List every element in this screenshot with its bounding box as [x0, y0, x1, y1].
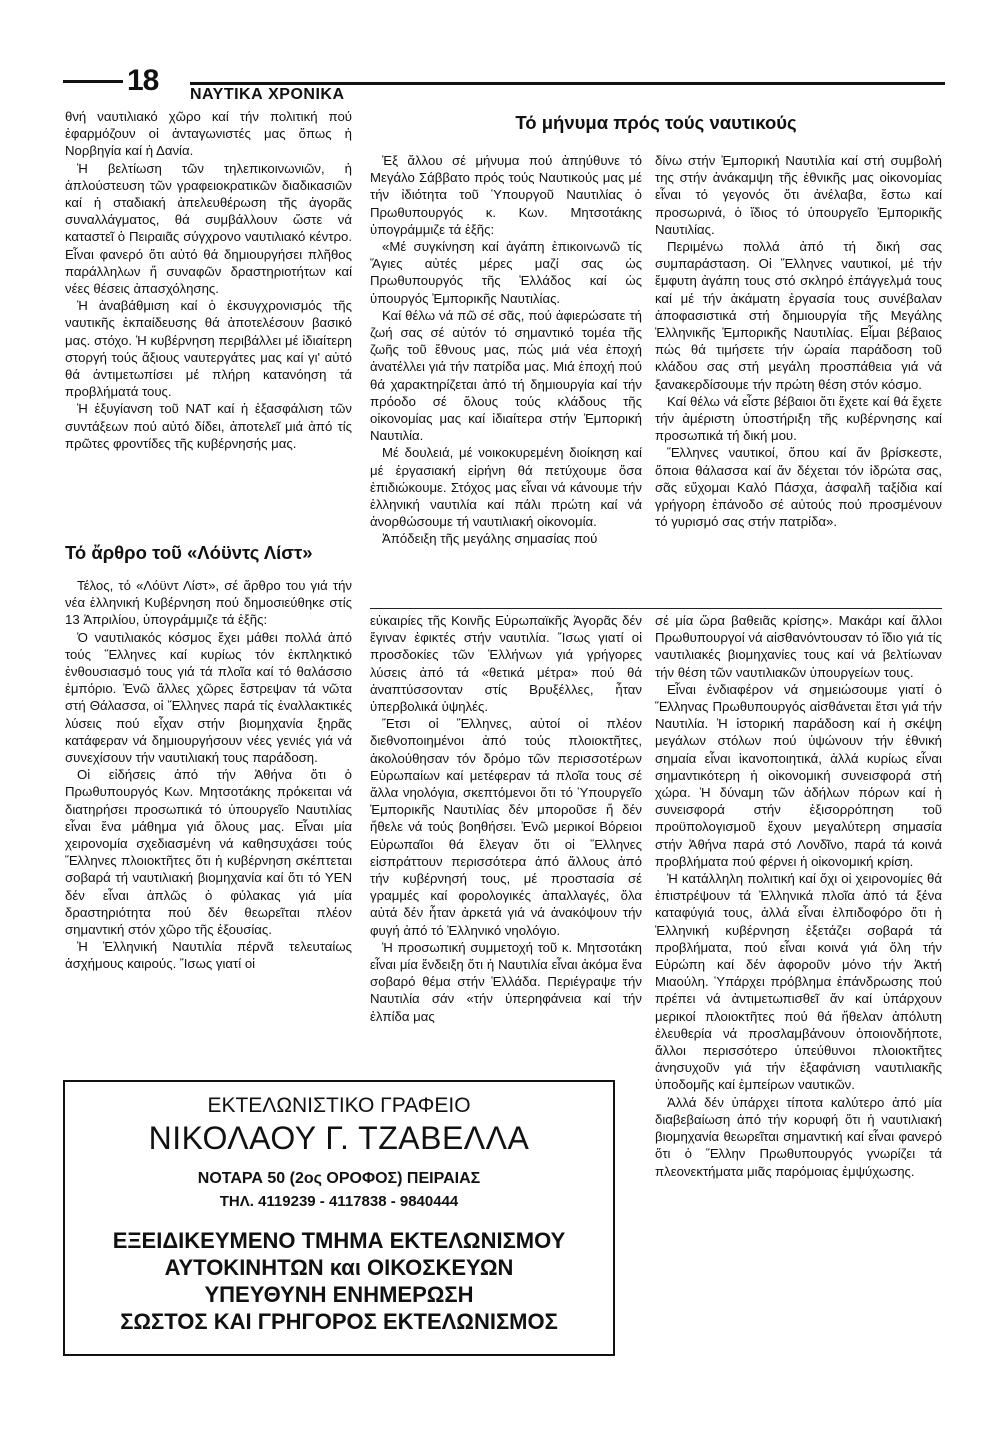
paragraph: Περιμένω πολλά ἀπό τή δική σας συμπαράσταση. Οἱ Ἕλληνες ναυτικοί, μέ τήν ἔμφυτη ἀγάπη τους στό σκληρό ἐπάγγελμά τους καί μέ τήν ἀκάματη ἐργασία τους συνέβαλαν ἀποφασιστικά στή δημιουργία τῆς Μεγάλης Ἑλληνικῆς Ἐμπορικῆς Ναυτιλίας. Εἶμαι βέβαιος πώς θά τιμήσετε τήν ὡραία παράδοση τοῦ κλάδου σας στή μεγάλη προσπάθεια γιά νά ξανακερδίσουμε τήν πρώτη θέση στόν κόσμο.	[655, 239, 942, 392]
paragraph: Ἡ ἐξυγίανση τοῦ ΝΑΤ καί ἡ ἐξασφάλιση τῶν συντάξεων πού αὐτό δίδει, ἀποτελεῖ μιά ἀπό τίς πρῶτες φροντίδες τῆς κυβέρνησής μας.	[65, 401, 352, 451]
paragraph: σέ μία ὥρα βαθειᾶς κρίσης». Μακάρι καί ἄλλοι Πρωθυπουργοί νά αἰσθανόντουσαν τό ἴδιο γιά τίς ναυτιλιακές βιομηχανίες τους καί νά βελτίωναν τήν θέση τῶν ναυτιλιακῶν ὑπουργείων τους.	[655, 613, 942, 680]
article-heading-lloyds-list: Τό ἄρθρο τοῦ «Λόϋντς Λίστ»	[65, 542, 313, 563]
ad-service-line: ΑΥΤΟΚΙΝΗΤΩΝ και ΟΙΚΟΣΚΕΥΩΝ	[164, 1255, 514, 1280]
ad-phone: ΤΗΛ. 4119239 - 4117838 - 9840444	[219, 1193, 459, 1210]
paragraph: Ἡ βελτίωση τῶν τηλεπικοινωνιῶν, ἡ ἀπλούστευση τῶν γραφειοκρατικῶν διαδικασιῶν καί ἡ σταδιακή ἀπελευθέρωση τῆς ἀγορᾶς συναλλάγματος, θά συμβάλλουν ὥστε νά καταστεῖ ὁ Πειραιᾶς σύγχρονο ναυτιλιακό κέντρο. Εἶναι φανερό ὅτι αὐτό θά δημιουργήσει πλῆθος παράλληλων ἤ συναφῶν δραστηριοτήτων καί νέες θέσεις ἀπασχόλησης.	[65, 160, 352, 297]
paragraph: Ἀλλά δέν ὑπάρχει τίποτα καλύτερο ἀπό μία διαβεβαίωση ἀπό τήν κορυφή ὅτι ἡ ναυτιλιακή βιομηχανία θεωρεῖται σημαντική καί εἶναι φανερό ὅτι ὁ Ἕλλην Πρωθυπουργός γνωρίζει τά πλεονεκτήματα μιᾶς παρόμοιας ἐμψύχωσης.	[655, 1094, 942, 1179]
ad-service-line: ΕΞΕΙΔΙΚΕΥΜΕΝΟ ΤΜΗΜΑ ΕΚΤΕΛΩΝΙΣΜΟΥ	[112, 1228, 566, 1253]
paragraph: Καί θέλω νά εἶστε βέβαιοι ὅτι ἔχετε καί θά ἔχετε τήν ἀμέριστη ὑποστήριξη τῆς κυβέρνησης καί προσωπικά τή δική μου.	[655, 393, 942, 444]
paragraph: Ἡ προσωπική συμμετοχή τοῦ κ. Μητσοτάκη εἶναι μία ἔνδειξη ὅτι ἡ Ναυτιλία εἶναι ἀκόμα ἕνα σοβαρό θέμα στήν Ἑλλάδα. Περιέγραψε τήν Ναυτιλία σάν «τήν ὑπερηφάνεια καί τήν ἐλπίδα μας	[370, 939, 642, 1024]
paragraph: θνή ναυτιλιακό χῶρο καί τήν πολιτική πού ἐφαρμόζουν οἱ ἀνταγωνιστές μας ὅπως ἡ Νορβηγία καί ἡ Δανία.	[65, 109, 352, 159]
article-heading-message: Τό μήνυμα πρός τούς ναυτικούς	[515, 112, 797, 133]
page-number: 18	[127, 64, 159, 97]
paragraph: Ἡ ἀναβάθμιση καί ὁ ἐκσυγχρονισμός τῆς ναυτικῆς ἐκπαίδευσης θά ἀποτελέσουν βασικό μας. στόχο. Ἡ κυβέρνηση περιβάλλει μέ ἰδιαίτερη στοργή τούς ἄξιους ναυτεργάτες μας καί γι' αὐτό θά ἀντιμετωπίσει μέ πλήρη κατανόηση τά προβλήματά τους.	[65, 298, 352, 400]
customs-office-advertisement	[63, 1080, 615, 1356]
paragraph: Ὁ ναυτιλιακός κόσμος ἔχει μάθει πολλά ἀπό τούς Ἕλληνες καί κυρίως τόν ἐκπληκτικό ἐνθουσιασμό τους γιά τά πλοῖα καί τό θαλάσσιο ἐμπόριο. Ἐνῶ ἄλλες χῶρες ἔστρεψαν τά νῶτα στή Θάλασσα, οἱ Ἕλληνες παρά τίς ἐναλλακτικές λύσεις πού εἶχαν στήν βιομηχανία ξηρᾶς κατάφεραν νά δημιουργήσουν νέες γενιές γιά νά συνεχίσουν τήν ναυτιλιακή τους παράδοση.	[65, 629, 352, 766]
left-column-bottom	[65, 577, 352, 973]
paragraph: Ἐξ ἄλλου σέ μήνυμα πού ἀπηύθυνε τό Μεγάλο Σάββατο πρός τούς Ναυτικούς μας μέ τήν ἰδιότητα τοῦ Ὑπουργοῦ Ναυτιλίας ὁ Πρωθυπουργός κ. Κων. Μητσοτάκης ὑπογράμμιζε τά ἑξῆς:	[370, 153, 642, 237]
paragraph: Τέλος, τό «Λόϋντ Λίστ», σέ ἄρθρο του γιά τήν νέα ἑλληνική Κυβέρνηση πού δημοσιεύθηκε στίς 13 Ἀπριλίου, ὑπογράμμιζε τά ἑξῆς:	[65, 578, 352, 628]
paragraph: Οἱ εἰδήσεις ἀπό τήν Ἀθήνα ὅτι ὁ Πρωθυπουργός Κων. Μητσοτάκης πρόκειται νά διατηρήσει προσωπικά τό ὑπουργεῖο Ναυτιλίας εἶναι ἕνα μάθημα γιά ὅλους μας. Εἶναι μία χειρονομία σχεδιασμένη νά καθησυχάσει τούς Ἕλληνες πλοιοκτῆτες ὅτι ἡ κυβέρνηση σκέπτεται σοβαρά τή ναυτιλιακή βιομηχανία καί ὅτι τό ΥΕΝ δέν εἶναι ἁπλῶς ὁ φύλακας γιά μία δραστηριότητα πού δέν θεωρεῖται πλέον σημαντική στόν χῶρο τῆς ἐξουσίας.	[65, 767, 352, 938]
middle-column-bottom	[370, 612, 642, 1025]
paragraph: Ἀπόδειξη τῆς μεγάλης σημασίας πού	[382, 531, 598, 547]
right-column-bottom	[655, 612, 942, 1180]
paragraph: Ἡ κατάλληλη πολιτική καί ὄχι οἱ χειρονομίες θά ἐπιστρέψουν τά Ἑλληνικά πλοῖα ἀπό τά ξένα καταφύγιά τους, ἀλλά εἶναι ἐλπιδοφόρο ὅτι ἡ Ἑλληνική κυβέρνηση ἐξετάζει σοβαρά τά προβλήματα, πού εἶναι κοινά γιά ὅλη τήν Εὐρώπη καί δέν ἀφοροῦν μόνο τήν Ἀκτή Μιαούλη. Ὑπάρχει πρόβλημα ἐπάνδρωσης πού πρέπει νά ἀντιμετωπισθεῖ ἄν καί ὑπάρχουν μερικοί πλοιοκτῆτες πού θά ἤθελαν ἀπόλυτη ἐλευθερία νά προσλαμβάνουν ὁποιονδήποτε, ἄλλοι περισσότερο ὑπεύθυνοι πλοιοκτῆτες ἀνησυχοῦν γιά τήν ἐξαφάνιση ναυτιλιακῆς ὑποδομῆς καί ἐμπείρων ναυτικῶν.	[655, 871, 942, 1093]
middle-column-top	[370, 152, 642, 548]
paragraph: Μέ δουλειά, μέ νοικοκυρεμένη διοίκηση καί μέ ἐργασιακή εἰρήνη θά πετύχουμε ὅσα ἐπιδιώκουμε. Στόχος μας εἶναι νά κάνουμε τήν ἑλληνική ναυτιλία καί πάλι πρώτη καί νά ἀνορθώσουμε τή ναυτιλιακή οἰκονομία.	[370, 445, 642, 530]
section-divider	[370, 608, 942, 609]
ad-office-type: ΕΚΤΕΛΩΝΙΣΤΙΚΟ ΓΡΑΦΕΙΟ	[207, 1094, 471, 1117]
paragraph: Καί θέλω νά πῶ σέ σᾶς, πού ἀφιερώσατε τή ζωή σας σέ αὐτόν τό σημαντικό τομέα τῆς ζωῆς τοῦ ἔθνους μας, πώς μιά νέα ἐποχή ἀνατέλλει γιά τήν πατρίδα μας. Μιά ἐποχή πού θά χαρακτηρίζεται ἀπό τή δημιουργία καί τήν πρόοδο σέ ὅλους τούς κλάδους τῆς οἰκονομίας μας καί ἰδιαίτερα στήν Ἐμπορική Ναυτιλία.	[370, 307, 642, 444]
paragraph: Ἔτσι οἱ Ἕλληνες, αὐτοί οἱ πλέον διεθνοποιημένοι ἀπό τούς πλοιοκτῆτες, ἀκολούθησαν τόν δρόμο τῶν περισσοτέρων Εὐρωπαίων καί μετέφεραν τά πλοῖα τους σέ ἄλλα νηολόγια, σκεπτόμενοι ὅτι τό Ὑπουργεῖο Ἐμπορικῆς Ναυτιλίας δέν μποροῦσε ἤ δέν ἤθελε νά τούς βοηθήσει. Ἐνῶ μερικοί Βόρειοι Εὐρωπαῖοι θά ἔλεγαν ὅτι οἱ Ἕλληνες εἰσπράττουν περισσότερα ἀπό ἄλλους ἀπό τήν κυβέρνησή τους, μέ προστασία σέ γραμμές καί φορολογικές ἀπαλλαγές, ὅλα αὐτά δέν ἦταν ἀρκετά γιά νά ἀνακόψουν τήν φυγή ἀπό τό Ἑλληνικό νηολόγιο.	[370, 716, 642, 938]
right-column-top	[655, 152, 942, 530]
ad-service-line: ΥΠΕΥΘΥΝΗ ΕΝΗΜΕΡΩΣΗ	[204, 1282, 474, 1307]
paragraph: Ἡ Ἑλληνική Ναυτιλία πέρνᾶ τελευταίως ἀσχήμους καιρούς. Ἴσως γιατί οἱ	[65, 939, 352, 972]
header-rule-left	[63, 80, 123, 83]
paragraph: Ἕλληνες ναυτικοί, ὅπου καί ἄν βρίσκεστε, ὅποια θάλασσα καί ἄν δέχεται τόν ἱδρώτα σας, σᾶς εὔχομαι Καλό Πάσχα, ἀσφαλῆ ταξίδια καί γρήγορη ἐπάνοδο σέ αὐτούς πού προσμένουν τό γυρισμό σας στήν πατρίδα».	[655, 445, 942, 530]
publication-name: ΝΑΥΤΙΚΑ ΧΡΟΝΙΚΑ	[190, 86, 345, 103]
ad-address: ΝΟΤΑΡΑ 50 (2ος ΟΡΟΦΟΣ) ΠΕΙΡΑΙΑΣ	[197, 1170, 481, 1187]
ad-service-line: ΣΩΣΤΟΣ ΚΑΙ ΓΡΗΓΟΡΟΣ ΕΚΤΕΛΩΝΙΣΜΟΣ	[120, 1309, 558, 1334]
ad-owner-name: ΝΙΚΟΛΑΟΥ Γ. ΤΖΑΒΕΛΛΑ	[148, 1120, 530, 1156]
paragraph: εὐκαιρίες τῆς Κοινῆς Εὐρωπαϊκῆς Ἀγορᾶς δέν ἔγιναν ἐφικτές στήν ναυτιλία. Ἴσως γιατί οἱ προσδοκίες τῶν Ἑλλήνων γιά γρήγορες λύσεις ἀπό τά «θετικά μέτρα» πού θά ἀναπτύσσονταν στίς Βρυξέλλες, ἦταν ὑπερβολικά ὑψηλές.	[370, 613, 642, 715]
paragraph: «Μέ συγκίνηση καί ἀγάπη ἐπικοινωνῶ τίς Ἅγιες αὐτές μέρες μαζί σας ὡς Πρωθυπουργός τῆς Ἑλλάδος καί ὡς ὑπουργός Ἐμπορικῆς Ναυτιλίας.	[370, 239, 642, 306]
paragraph: Εἶναι ἐνδιαφέρον νά σημειώσουμε γιατί ὁ Ἕλληνας Πρωθυπουργός αἰσθάνεται ἔτσι γιά τήν Ναυτιλία. Ἡ ἱστορική παράδοση καί ἡ σκέψη μεγάλων στόλων πού ὑψώνουν τήν ἐθνική σημαία εἶναι ἱκανοποιητικά, ἀλλά κυρίως εἶναι σημαντικότερη ἡ οἰκονομική συνεισφορά στή χώρα. Ἡ δύναμη τῶν ἀδήλων πόρων καί ἡ συνεισφορά στήν ἐξισορρόπηση τοῦ προϋπολογισμοῦ ἔχουν μεγαλύτερη σημασία στήν Ἀθήνα παρά στό Λονδῖνο, παρά τά κοινά προβλήματα πού φέρνει ἡ οἰκονομική κρίση.	[655, 681, 942, 869]
paragraph: δίνω στήν Ἐμπορική Ναυτιλία καί στή συμβολή της στήν ἀνάκαμψη τῆς ἐθνικῆς μας οἰκονομίας εἶναι τό γεγονός ὅτι ἀνέλαβα, ἔστω καί προσωρινά, ὁ ἴδιος τό ὑπουργεῖο Ἐμπορικῆς Ναυτιλίας.	[655, 153, 942, 237]
header-rule-right	[190, 82, 945, 85]
left-column-top	[65, 108, 352, 452]
